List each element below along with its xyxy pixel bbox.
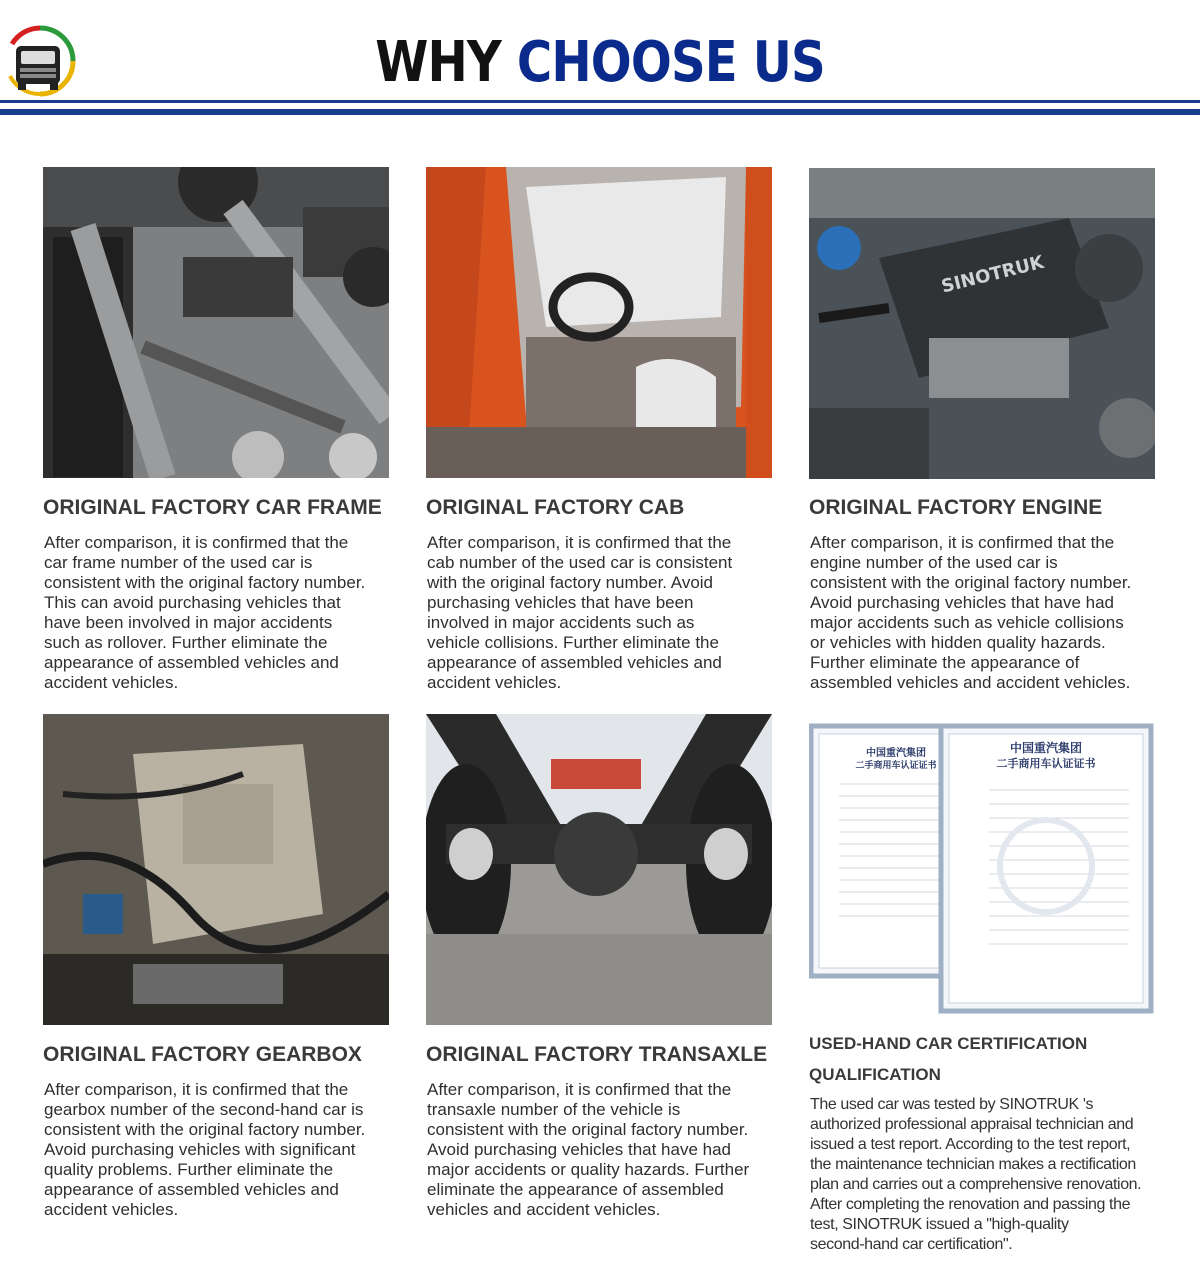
- chassis-frame-photo: [43, 167, 389, 478]
- card-heading-cab: ORIGINAL FACTORY CAB: [426, 496, 685, 519]
- card-body-frame: After comparison, it is confirmed that the car frame number of the used car is consistent with the original factory number. This can avoid purchasing vehicles that have been involved in major accidents such as rollover. Further eliminate the appearance of assembled vehicles and accident vehicles.: [44, 533, 366, 692]
- card-body-engine: After comparison, it is confirmed that the engine number of the used car is consistent with the original factory number. Avoid purchasing vehicles that have had major accidents such as vehicle collisions or vehicles with hidden quality hazards. Further eliminate the appearance of assembled vehicles and accident vehicles.: [810, 533, 1132, 692]
- cert-title-left-line1: 中国重汽集团: [866, 748, 926, 759]
- card-body-gearbox: After comparison, it is confirmed that the gearbox number of the second-hand car is consistent with the original factory number. Avoid purchasing vehicles with significant quality problems. Further eliminate the appearance of assembled vehicles and accident vehicles.: [44, 1080, 366, 1219]
- card-heading-transaxle: ORIGINAL FACTORY TRANSAXLE: [426, 1043, 768, 1066]
- engine-brand-text: SINOTRUK: [939, 251, 1047, 298]
- title-word-choose-us: CHOOSE US: [516, 30, 825, 95]
- header-rule-thick: [0, 109, 1200, 115]
- card-body-cab: After comparison, it is confirmed that the cab number of the used car is consistent with the original factory number. Avoid purchasing vehicles that have been involved in major accidents such as vehicle collisions. Further eliminate the appearance of assembled vehicles and accident vehicles.: [427, 533, 733, 692]
- card-body-certification: The used car was tested by SINOTRUK 's authorized professional appraisal technician and issued a test report. According to the test report, the maintenance technician makes a rectification plan and carries out a comprehensive renovation. After completing the renovation and passing the test, SINOTRUK issued a "high-quality second-hand car certification".: [810, 1096, 1142, 1253]
- transaxle-photo: [426, 714, 772, 1025]
- card-heading-certification: USED-HAND CAR CERTIFICATION QUALIFICATION: [809, 1034, 1088, 1084]
- gearbox-photo: [43, 714, 389, 1025]
- header-rule-thin: [0, 100, 1200, 103]
- truck-cab-photo: [426, 167, 772, 478]
- cert-title-left-line2: 二手商用车认证证书: [855, 761, 937, 771]
- page-title: [84, 30, 1116, 96]
- card-heading-frame: ORIGINAL FACTORY CAR FRAME: [43, 496, 382, 519]
- certificate-documents-image: [809, 716, 1159, 1026]
- cert-title-right-line2: 二手商用车认证证书: [996, 757, 1096, 770]
- card-body-transaxle: After comparison, it is confirmed that the transaxle number of the vehicle is consistent with the original factory number. Avoid purchasing vehicles that have had major accidents or quality hazards. Further eliminate the appearance of assembled vehicles and accident vehicles.: [427, 1080, 750, 1219]
- card-heading-gearbox: ORIGINAL FACTORY GEARBOX: [43, 1043, 362, 1066]
- card-heading-engine: ORIGINAL FACTORY ENGINE: [809, 496, 1103, 519]
- cert-title-right-line1: 中国重汽集团: [1009, 741, 1083, 755]
- engine-photo: [809, 168, 1155, 479]
- truck-logo-icon: [4, 24, 76, 98]
- title-word-why: WHY: [375, 30, 501, 95]
